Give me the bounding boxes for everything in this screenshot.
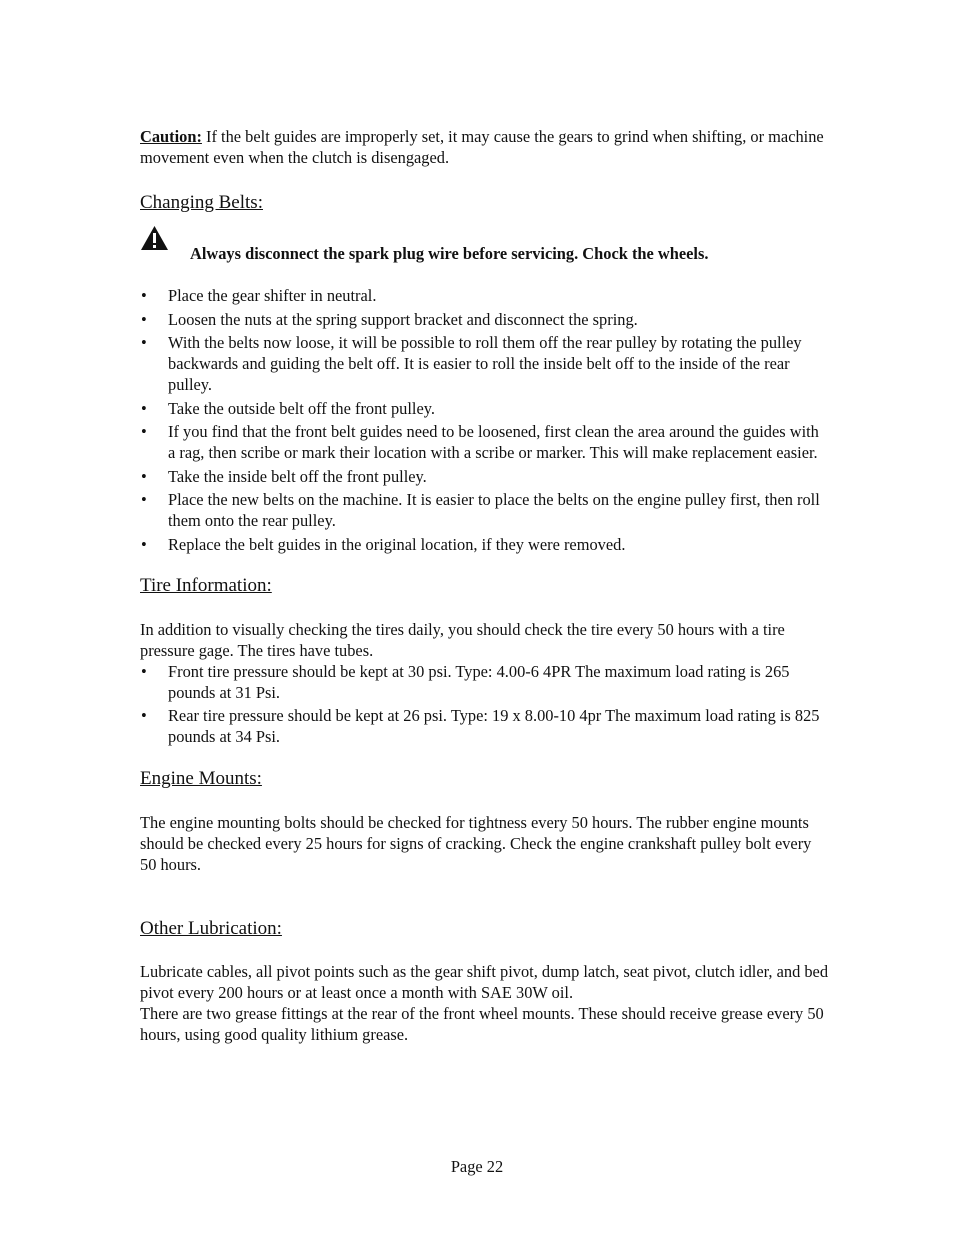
list-item: • Replace the belt guides in the original location, if they were removed.: [141, 534, 626, 554]
caution-text: If the belt guides are improperly set, it may cause the gears to grind when shifting, or machine movement even when the clutch is disengaged.: [140, 127, 824, 167]
caution-label: Caution:: [140, 127, 202, 146]
changing-belts-heading: Changing Belts:: [140, 192, 263, 213]
warning-note: [140, 225, 830, 265]
other-lubrication-text-1: Lubricate cables, all pivot points such as the gear shift pivot, dump latch, seat pivot, clutch idler, and bed pivot every 200 hours or at least once a month with SAE 30W oil.: [140, 962, 829, 1002]
list-item: • Take the outside belt off the front pulley.: [141, 398, 435, 418]
other-lubrication-text-2: There are two grease fittings at the rear of the front wheel mounts. These should receive grease every 50 hours, using good quality lithium grease.: [140, 1004, 824, 1044]
list-item: • Rear tire pressure should be kept at 26 psi. Type: 19 x 8.00-10 4pr The maximum load rating is 825 pounds at 34 Psi.: [141, 706, 820, 746]
changing-belts-steps: [140, 285, 830, 555]
tire-items: [140, 661, 830, 748]
list-item: • Front tire pressure should be kept at 30 psi. Type: 4.00-6 4PR The maximum load rating is 265 pounds at 31 Psi.: [141, 661, 790, 702]
list-item: • Loosen the nuts at the spring support bracket and disconnect the spring.: [141, 309, 638, 329]
engine-mounts-text: The engine mounting bolts should be checked for tightness every 50 hours. The rubber engine mounts should be checked every 25 hours for signs of cracking. Check the engine crankshaft pulley bolt every 50 hours.: [140, 813, 812, 874]
page-number: Page 22: [450, 1157, 504, 1176]
tire-intro: In addition to visually checking the tires daily, you should check the tire every 50 hours with a tire pressure gage. The tires have tubes.: [140, 619, 785, 660]
list-item: • Place the gear shifter in neutral.: [141, 286, 377, 305]
list-item: • With the belts now loose, it will be possible to roll them off the rear pulley by rotating the pulley backwards and guiding the belt off. It is easier to roll the inside belt off to the inside of the rear pulley.: [141, 333, 802, 394]
engine-mounts-heading: Engine Mounts:: [140, 768, 262, 789]
caution-paragraph: [140, 126, 830, 168]
list-item: • If you find that the front belt guides need to be loosened, first clean the area around the guides with a rag, then scribe or mark their location with a scribe or marker. This will make replacement easier.: [141, 422, 819, 462]
list-item: • Place the new belts on the machine. It is easier to place the belts on the engine pulley first, then roll them onto the rear pulley.: [141, 490, 820, 530]
list-item: • Take the inside belt off the front pulley.: [141, 466, 427, 486]
tire-information-heading: Tire Information:: [140, 574, 272, 596]
warning-text: Always disconnect the spark plug wire before servicing. Chock the wheels.: [190, 244, 709, 263]
warning-triangle-icon: [140, 225, 169, 251]
other-lubrication-heading: Other Lubrication:: [140, 918, 282, 939]
document-page: [140, 126, 830, 1045]
